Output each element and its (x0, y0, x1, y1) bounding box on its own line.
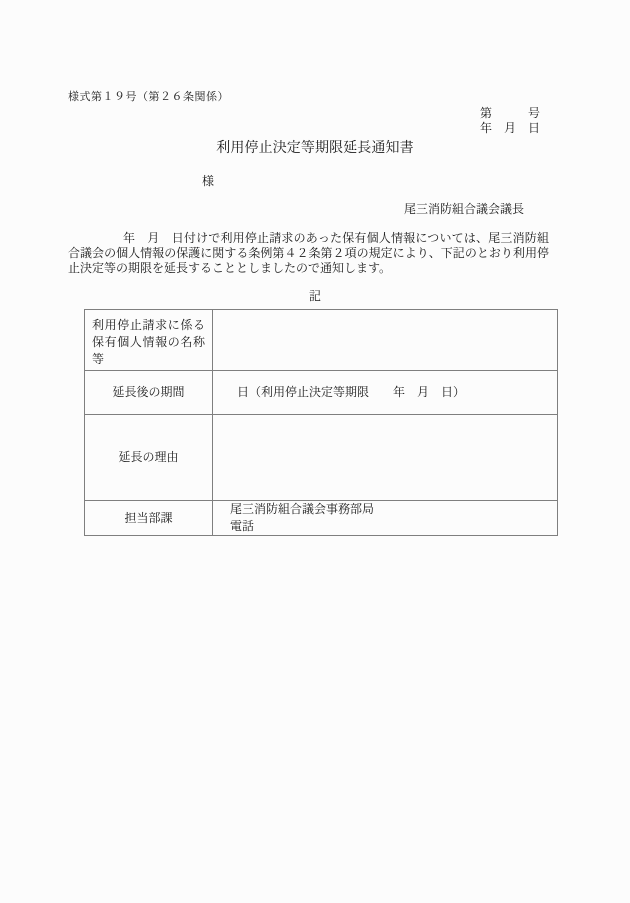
table-row-extended-period (85, 371, 558, 415)
date-line: 年 月 日 (479, 121, 540, 135)
doc-number-line: 第 号 (479, 106, 540, 120)
sender-line: 尾三消防組合議会議長 (403, 202, 524, 216)
label-extended-period: 延長後の期間 (85, 371, 213, 415)
table-row-department (85, 501, 558, 536)
table-row-information-name (85, 310, 558, 371)
document-title: 利用停止決定等期限延長通知書 (216, 141, 414, 156)
table-row-extension-reason (85, 415, 558, 501)
value-held-personal-information-name (213, 310, 558, 371)
value-extended-period: 日（利用停止決定等期限 年 月 日） (213, 371, 558, 415)
label-held-personal-information-name: 利用停止請求に係る保有個人情報の名称等 (85, 310, 213, 371)
recipient-honorific: 様 (202, 174, 215, 188)
value-department (213, 501, 558, 536)
body-paragraph: 年 月 日付けで利用停止請求のあった保有個人情報については、尾三消防組合議会の個人情報の保護に関する条例第４２条第２項の規定により、下記のとおり利用停止決定等の期限を延長することとしましたので通知します。 (68, 231, 549, 275)
value-extension-reason (213, 415, 558, 501)
label-extension-reason: 延長の理由 (85, 415, 213, 501)
department-phone-line: 電話 (230, 519, 255, 533)
notice-table (84, 309, 558, 536)
label-department: 担当部課 (85, 501, 213, 536)
form-number: 様式第１９号（第２６条関係） (68, 91, 229, 103)
department-office-line: 尾三消防組合議会事務部局 (230, 502, 375, 516)
section-marker: 記 (308, 289, 321, 303)
